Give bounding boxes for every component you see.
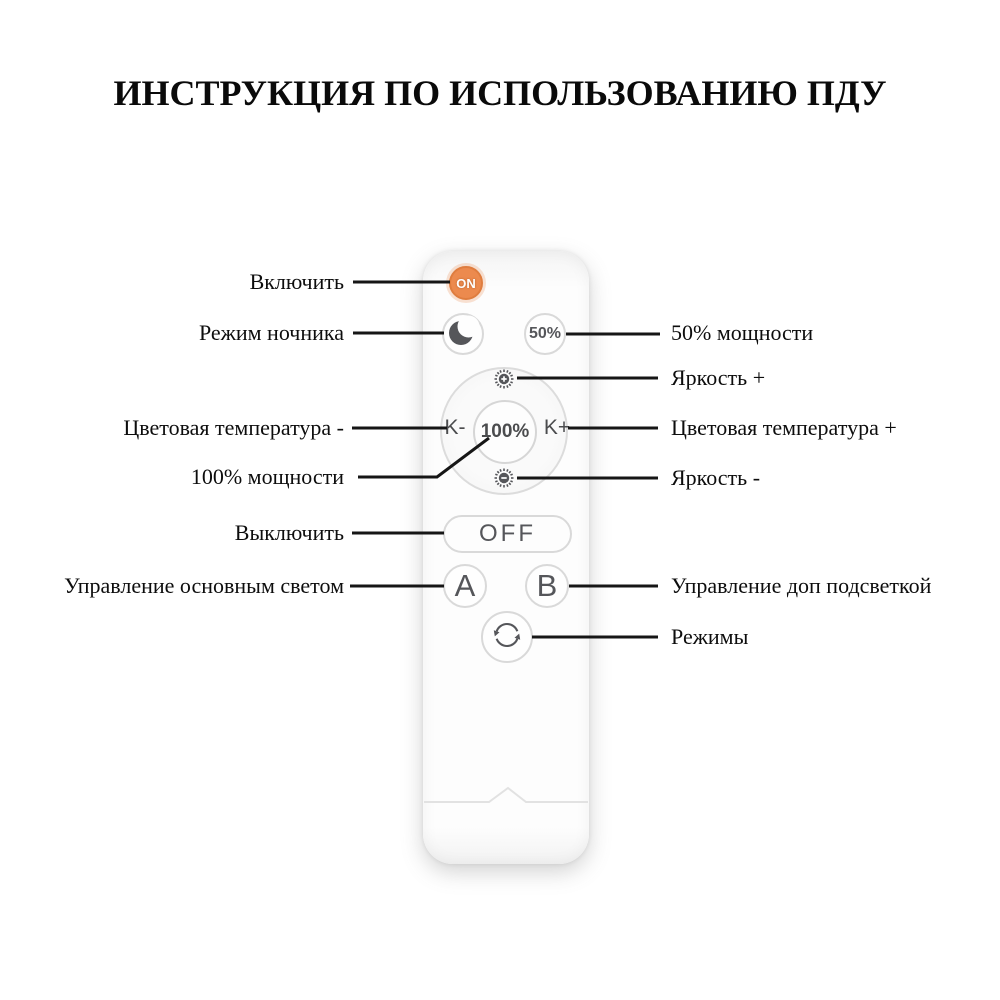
- remote-body: [423, 251, 589, 864]
- hundred-percent-button[interactable]: [473, 400, 537, 464]
- fifty-percent-label: 50%: [528, 325, 562, 342]
- page-title: ИНСТРУКЦИЯ ПО ИСПОЛЬЗОВАНИЮ ПДУ: [113, 73, 887, 113]
- power-off-button[interactable]: [443, 515, 572, 553]
- channel-a-label: A: [454, 568, 476, 603]
- power-on-button[interactable]: [449, 266, 483, 300]
- night-mode-button[interactable]: [442, 313, 484, 355]
- power-on-label: ON: [456, 275, 476, 291]
- label-power-off: Выключить: [234, 520, 344, 545]
- moon-icon: [444, 313, 482, 356]
- channel-a-button[interactable]: [443, 564, 487, 608]
- label-power-on: Включить: [249, 269, 344, 294]
- label-brightness-down: Яркость -: [671, 465, 761, 490]
- sun-plus-icon[interactable]: [492, 367, 516, 391]
- channel-b-label: B: [536, 568, 558, 603]
- label-night-mode: Режим ночника: [198, 320, 344, 345]
- channel-b-button[interactable]: [525, 564, 569, 608]
- fifty-percent-button[interactable]: [524, 313, 566, 355]
- label-modes: Режимы: [671, 624, 749, 649]
- hundred-percent-label: 100%: [480, 421, 530, 442]
- label-half-power: 50% мощности: [671, 320, 814, 345]
- power-off-label: OFF: [479, 520, 536, 547]
- label-color-temp-plus: Цветовая температура +: [671, 415, 897, 440]
- label-main-light-control: Управление основным светом: [64, 573, 344, 598]
- label-brightness-up: Яркость +: [671, 365, 766, 390]
- k-minus-button[interactable]: K-: [444, 416, 466, 439]
- sun-minus-icon[interactable]: [492, 466, 516, 490]
- modes-button[interactable]: [481, 611, 533, 663]
- label-color-temp-minus: Цветовая температура -: [123, 415, 344, 440]
- label-aux-light-control: Управление доп подсветкой: [671, 573, 932, 598]
- k-plus-button[interactable]: K+: [543, 416, 571, 439]
- cycle-icon: [491, 619, 523, 656]
- label-full-power: 100% мощности: [190, 464, 344, 489]
